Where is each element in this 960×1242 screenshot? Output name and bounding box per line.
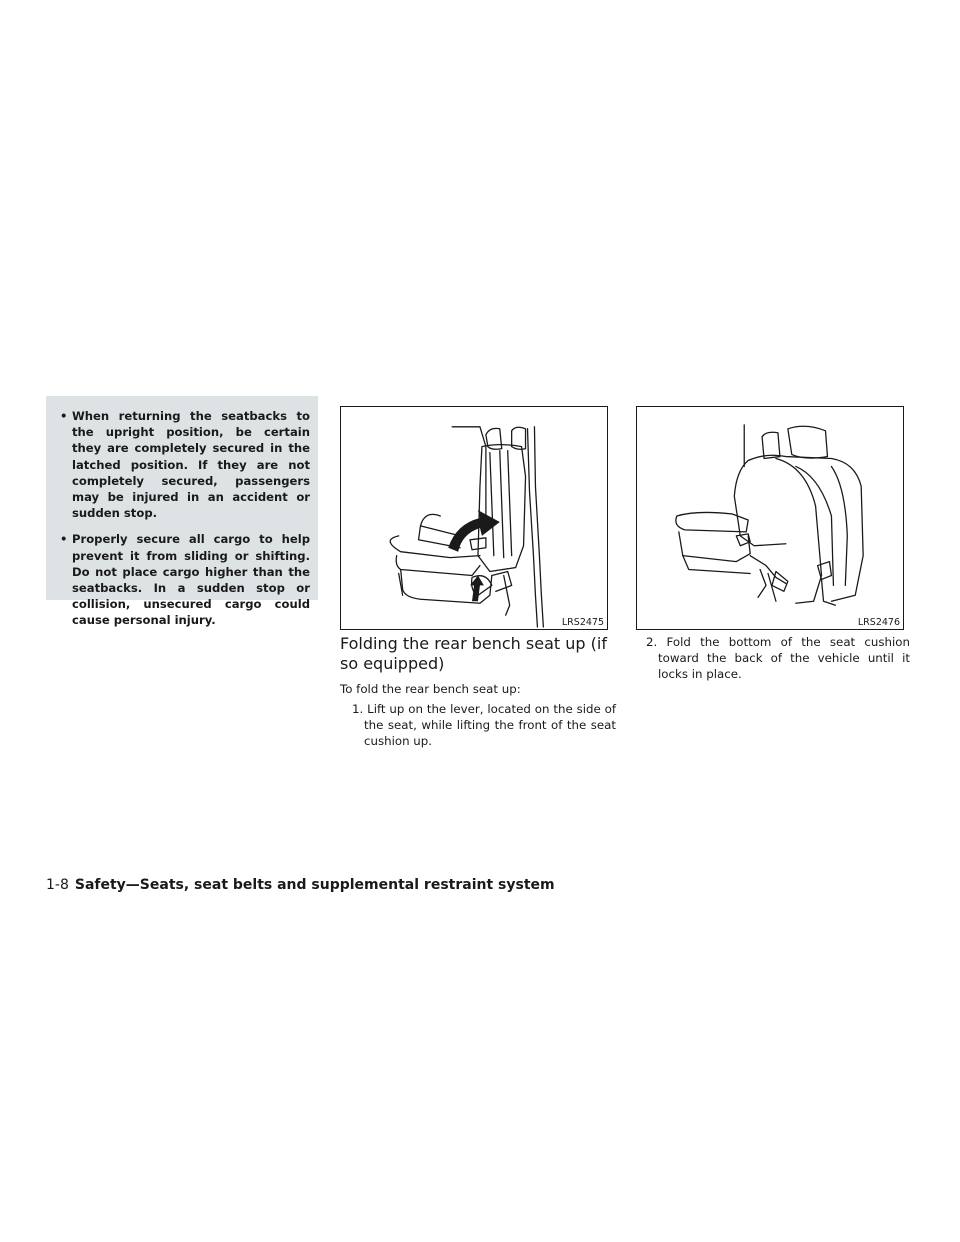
section-intro: To fold the rear bench seat up: [340,682,521,696]
step-item: 2. Fold the bottom of the seat cushion toward the back of the vehicle until it locks in place. [646,635,910,681]
figure-seat-folded [636,406,904,630]
warning-item: • Properly secure all cargo to help prevent it from sliding or shifting. Do not place cargo higher than the seatbacks. In a sudden stop or collision, unsecured cargo could cause personal injury. [56,531,310,628]
page-number: 1-8 [46,877,69,893]
chapter-title: Safety—Seats, seat belts and supplemental restraint system [74,877,555,893]
figure-code: LRS2475 [561,617,604,628]
step-item: 1. Lift up on the lever, located on the side of the seat, while lifting the front of the seat cushion up. [352,702,616,748]
section-heading: Folding the rear bench seat up (if so equipped) [340,634,607,673]
page-footer [46,876,555,894]
figure-code: LRS2476 [857,617,900,628]
warning-item: • When returning the seatbacks to the upright position, be certain they are completely secured in the latched position. If they are not completely secured, passengers may be injured in an accident or sudden stop. [56,408,310,521]
rear-bench-seat-folded-up-illustration [637,407,903,629]
figure-seat-lever [340,406,608,630]
warning-box [46,396,318,628]
rear-bench-seat-lift-lever-illustration [341,407,607,629]
warning-list [56,408,310,629]
